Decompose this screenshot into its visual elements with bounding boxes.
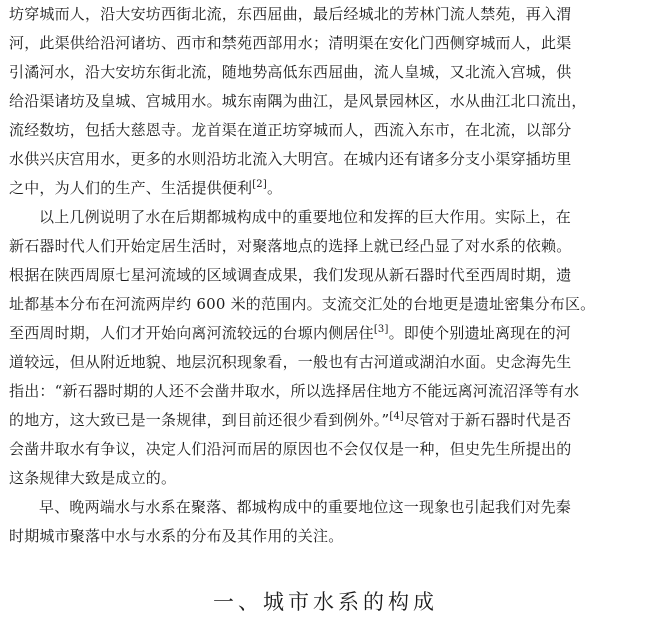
text-line (9, 174, 645, 203)
text-line (9, 319, 645, 348)
text-segment: 。 (266, 179, 283, 197)
footnote-ref: [3] (373, 324, 389, 335)
text-line: 流经数坊，包括大慈恩寺。龙首渠在道正坊穿城而人，西流入东市，在北流，以部分 (9, 121, 572, 139)
text-line: 这条规律大致是成立的。 (9, 469, 177, 487)
text-line: 河，此渠供给沿河诸坊、西市和禁苑西部用水；清明渠在安化门西侧穿城而人，此渠 (9, 34, 572, 52)
text-line: 给沿渠诸坊及皇城、宫城用水。城东南隅为曲江，是风景园林区，水从曲江北口流出， (9, 92, 587, 110)
footnote-ref: [4] (389, 411, 405, 422)
text-segment: 尽管对于新石器时代是否 (404, 411, 572, 429)
text-line: 会凿井取水有争议，决定人们沿河而居的原因也不会仅仅是一种，但史先生所提出的 (9, 440, 572, 458)
text-line: 根据在陕西周原七星河流域的区域调查成果，我们发现从新石器时代至西周时期，遗 (9, 266, 572, 284)
text-line: 指出：“新石器时期的人还不会凿井取水，所以选择居住地方不能远离河流沼泽等有水 (9, 382, 580, 400)
text-line: 址都基本分布在河流两岸约 600 米的范围内。支流交汇处的台地更是遗址密集分布区。 (9, 295, 596, 313)
text-line: 坊穿城而人，沿大安坊西街北流，东西屈曲，最后经城北的芳林门流人禁苑，再入渭 (9, 5, 572, 23)
section-heading: 一、城市水系的构成 (213, 590, 438, 615)
text-line: 时期城市聚落中水与水系的分布及其作用的关注。 (9, 527, 344, 545)
text-line: 以上几例说明了水在后期都城构成中的重要地位和发挥的巨大作用。实际上，在 (39, 208, 572, 226)
paragraph-water-channels (9, 0, 645, 203)
paragraph-settlement-rivers (9, 203, 645, 493)
footnote-ref: [2] (252, 179, 267, 190)
text-segment: 的地方，这大致已是一条规律，到目前还很少看到例外。” (9, 411, 390, 429)
paragraph-pre-qin-focus (9, 493, 645, 551)
text-line: 引潏河水，沿大安坊东街北流，随地势高低东西屈曲，流人皇城，又北流入宫城，供 (9, 63, 572, 81)
text-segment: 之中，为人们的生产、生活提供便利 (9, 179, 253, 197)
text-line (9, 406, 645, 435)
text-segment: 。即使个别遗址离现在的河 (388, 324, 571, 342)
text-segment: 至西周时期，人们才开始向离河流较远的台塬内侧居住 (9, 324, 374, 342)
text-line: 水供兴庆宫用水，更多的水则沿坊北流入大明宫。在城内还有诸多分支小渠穿插坊里 (9, 150, 572, 168)
text-line: 早、晚两端水与水系在聚落、都城构成中的重要地位这一现象也引起我们对先秦 (39, 498, 572, 516)
text-line: 新石器时代人们开始定居生活时，对聚落地点的选择上就已经凸显了对水系的依赖。 (9, 237, 572, 255)
text-line: 道较远，但从附近地貌、地层沉积现象看，一般也有古河道或湖泊水面。史念海先生 (9, 353, 572, 371)
